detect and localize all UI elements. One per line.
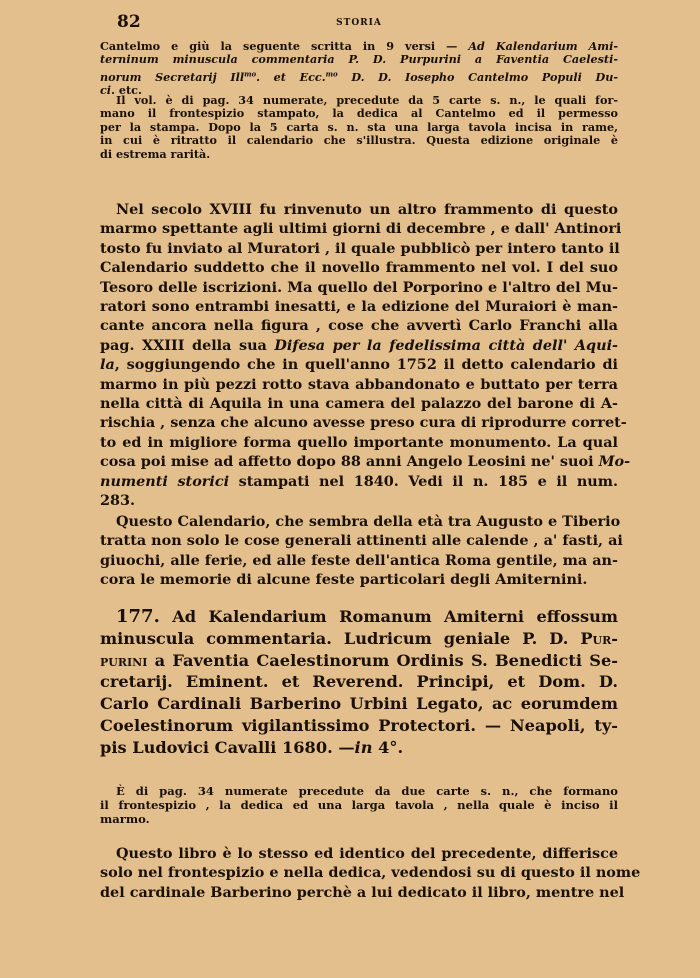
text-line: Questo Calendario, che sembra della età tra Augusto e Tiberio — [116, 513, 621, 530]
text-line: nella città di Aquila in una camera del palazzo del barone di A- — [100, 395, 618, 413]
text-line: la, soggiungendo che in quell'anno 1752 il detto calendario di — [100, 356, 618, 374]
text-line: Coelestinorum vigilantissimo Protectori. — Neapoli, ty- — [100, 715, 618, 735]
text-line: Carlo Cardinali Barberino Urbini Legato, ac eorumdem — [100, 694, 618, 714]
text-line: il frontespizio , la dedica ed una larga tavola , nella quale è inciso il — [100, 798, 618, 812]
text-line: 177. Ad Kalendarium Romanum Amiterni effossum — [116, 606, 618, 627]
intro-note — [100, 40, 618, 97]
text-line: Nel secolo XVIII fu rinvenuto un altro frammento di questo — [116, 201, 618, 218]
text-line: È di pag. 34 numerate precedute da due carte s. n., che formano — [116, 784, 618, 798]
text-line: Cantelmo e giù la seguente scritta in 9 versi — Ad Kalendarium Ami- — [100, 39, 618, 53]
catalogue-entry-177 — [100, 606, 618, 759]
text-line: Questo libro è lo stesso ed identico del precedente, differisce — [116, 845, 618, 862]
text-line: numenti storici stampati nel 1840. Vedi il n. 185 e il num. — [100, 472, 618, 490]
text-line: cosa poi mise ad affetto dopo 88 anni Angelo Leosini ne' suoi Mo- — [100, 453, 631, 471]
text-line: ci. etc. — [100, 82, 142, 97]
text-line: cretarij. Eminent. et Reverend. Principi, et Dom. D. — [100, 672, 618, 692]
running-title: STORIA — [336, 18, 382, 28]
volume-note — [100, 94, 618, 161]
text-line: marmo. — [100, 812, 150, 826]
text-line: ratori sono entrambi inesatti, e la edizione del Muraiori è man- — [100, 298, 618, 316]
text-line: Il vol. è di pag. 34 numerate, precedute da 5 carte s. n., le quali for- — [116, 93, 618, 107]
text-line: di estrema rarità. — [100, 146, 211, 161]
text-line: minuscula commentaria. Ludricum geniale P. D. Pur- — [100, 628, 618, 648]
text-line: Calendario suddetto che il novello frammento nel vol. I del suo — [100, 259, 618, 277]
text-line: to ed in migliore forma quello importante monumento. La qual — [100, 433, 618, 451]
text-line: giuochi, alle ferie, ed alle feste dell'antica Roma gentile, ma an- — [100, 551, 618, 569]
text-line: mano il frontespizio stampato, la dedica al Cantelmo ed il permesso — [100, 106, 618, 121]
paragraph-1 — [100, 200, 631, 511]
page-number: 82 — [117, 12, 141, 32]
text-line: terninum minuscula commentaria P. D. Purpurini a Faventia Caelesti- — [100, 52, 618, 67]
text-line: in cui è ritratto il calendario che s'illustra. Questa edizione originale è — [100, 133, 618, 148]
text-line: cora le memorie di alcune feste particolari degli Amiternini. — [100, 571, 588, 589]
text-line: cante ancora nella figura , cose che avvertì Carlo Franchi alla — [100, 317, 618, 335]
text-line: tosto fu inviato al Muratori , il quale pubblicò per intero tanto il — [100, 239, 620, 257]
text-line: del cardinale Barberino perchè a lui dedicato il libro, mentre nel — [100, 883, 625, 901]
paragraph-2 — [100, 512, 623, 590]
text-line: marmo in più pezzi rotto stava abbandonato e buttato per terra — [100, 375, 618, 393]
text-line: Tesoro delle iscrizioni. Ma quello del Porporino e l'altro del Mu- — [100, 278, 618, 296]
text-line: per la stampa. Dopo la 5 carta s. n. sta una larga tavola incisa in rame, — [100, 119, 618, 134]
paragraph-3 — [100, 844, 641, 902]
text-line: tratta non solo le cose generali attinenti alle calende , a' fasti, ai — [100, 532, 623, 550]
text-line: pis Ludovici Cavalli 1680. —in 4°. — [100, 737, 404, 757]
text-line: solo nel frontespizio e nella dedica, vedendosi su di questo il nome — [100, 864, 641, 882]
text-line: marmo spettante agli ultimi giorni di decembre , e dall' Antinori — [100, 220, 622, 238]
entry-note — [100, 784, 618, 826]
text-line: pag. XXIII della sua Difesa per la fedelissima città dell' Aqui- — [100, 336, 619, 354]
text-line: rischia , senza che alcuno avesse preso cura di riprodurre corret- — [100, 414, 627, 432]
entry-number: 177. — [116, 606, 160, 627]
text-line: 283. — [100, 492, 136, 510]
text-line: norum Secretarij Ill$^{mo}$. et Ecc.$^{mo}$ D. D. Iosepho Cantelmo Populi Du- — [100, 68, 618, 84]
page-header — [100, 12, 618, 36]
text-line: purini a Faventia Caelestinorum Ordinis S. Benedicti Se- — [100, 650, 618, 670]
